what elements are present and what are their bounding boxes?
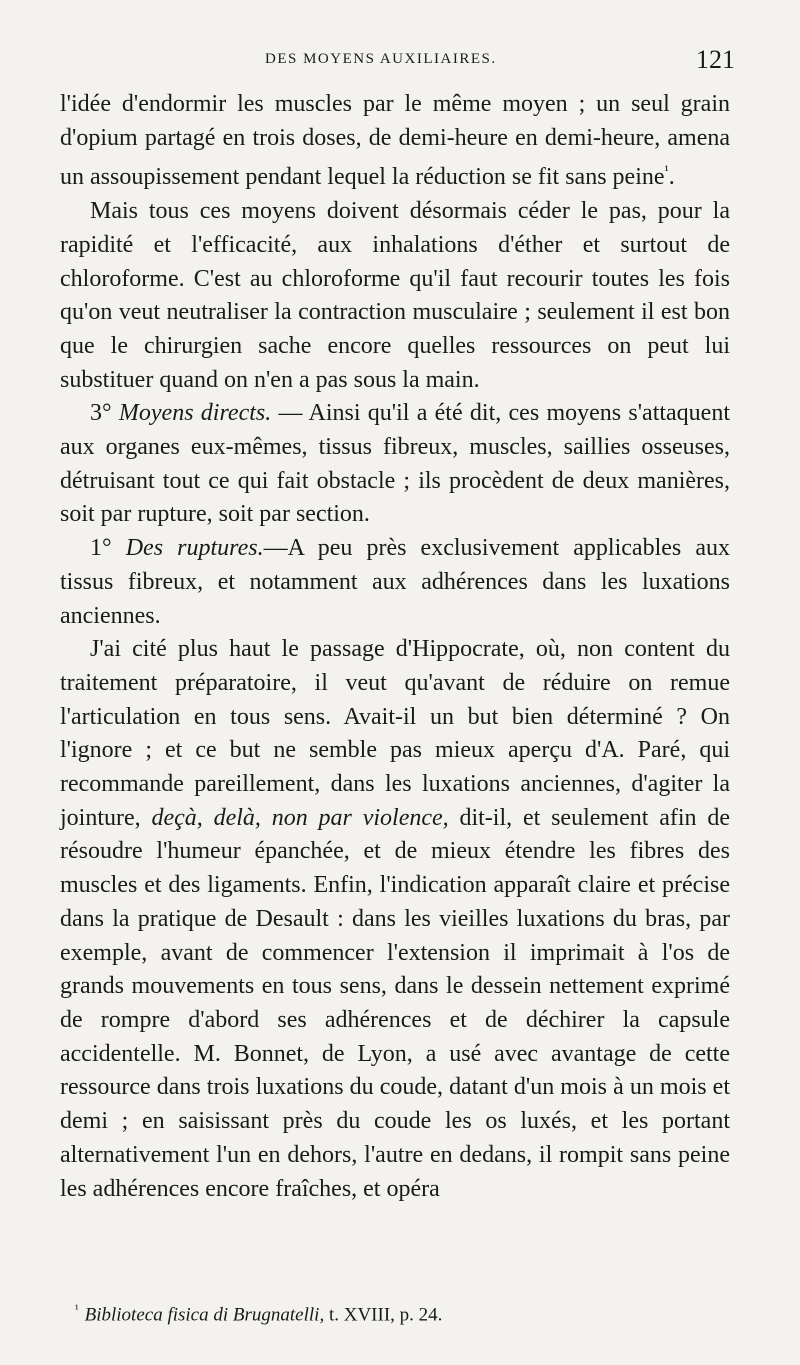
paragraph-4-text: —A peu près exclusivement applicables aux tissus fibreux, et notamment aux adhérences dans les luxations anciennes. xyxy=(60,535,730,629)
page-number: 121 xyxy=(696,45,735,74)
paragraph-3 xyxy=(60,397,730,532)
body-text xyxy=(60,88,730,1206)
section-title-des-ruptures: Des ruptures. xyxy=(125,535,264,562)
paragraph-5-text-a: J'ai cité plus haut le passage d'Hippocrate, où, non content du traitement préparatoire, il veut qu'avant de réduire on remue l'articulation en tous sens. Avait-il un but bien déterminé ? On l'ignore ; et ce but ne semble pas mieux aperçu d'A. Paré, qui recommande pareillement, dans les luxations anciennes, d'agiter la jointure, xyxy=(60,636,730,831)
paragraph-1-text: l'idée d'endormir les muscles par le même moyen ; un seul grain d'opium partagé en trois doses, de demi-heure en demi-heure, amena un assoupissement pendant lequel la réduction se fit sans peine xyxy=(60,91,730,191)
paragraph-1 xyxy=(60,88,730,195)
footnote-mark: ¹ xyxy=(75,1302,79,1316)
section-number-3: 3° xyxy=(90,400,119,427)
paragraph-2 xyxy=(60,195,730,397)
paragraph-4 xyxy=(60,532,730,633)
paragraph-2-text: Mais tous ces moyens doivent désormais céder le pas, pour la rapidité et l'efficacité, aux inhalations d'éther et surtout de chloroforme. C'est au chloroforme qu'il faut recourir toutes les fois qu'on veut neutraliser la contraction musculaire ; seulement il est bon que le chirurgien sache encore quelles ressources on peut lui substituer quand on n'en a pas sous la main. xyxy=(60,198,730,393)
footnote-source: Biblioteca fisica di Brugnatelli, xyxy=(84,1304,325,1326)
paragraph-5-quote: deçà, delà, non par violence, xyxy=(151,804,449,831)
page-header xyxy=(60,45,735,81)
footnote xyxy=(75,1302,442,1326)
section-title-moyens-directs: Moyens directs. xyxy=(118,400,272,427)
footnote-reference: ¹ xyxy=(664,164,669,180)
section-number-1: 1° xyxy=(90,535,126,562)
footnote-reference-text: t. XVIII, p. 24. xyxy=(324,1304,443,1326)
paragraph-5-text-b: dit-il, et seulement afin de résoudre l'humeur épanchée, et de mieux étendre les fibres des muscles et des ligaments. Enfin, l'indication apparaît claire et précise dans la pratique de Desault : dans les vieilles luxations du bras, par exemple, avant de commencer l'extension il imprimait à l'os de grands mouvements en tous sens, dans le dessein nettement exprimé de rompre d'abord ses adhérences et de déchirer la capsule accidentelle. M. Bonnet, de Lyon, a usé avec avantage de cette ressource dans trois luxations du coude, datant d'un mois à un mois et demi ; en saisissant près du coude les os luxés, et les portant alternativement l'un en dehors, l'autre en dedans, il rompit sans peine les adhérences encore fraîches, et opéra xyxy=(60,804,730,1202)
paragraph-3-text: — Ainsi qu'il a été dit, ces moyens s'attaquent aux organes eux-mêmes, tissus fibreux, muscles, saillies osseuses, détruisant tout ce qui fait obstacle ; ils procèdent de deux manières, soit par rupture, soit par section. xyxy=(60,400,731,528)
paragraph-1-end: . xyxy=(668,164,675,191)
running-title: DES MOYENS AUXILIAIRES. xyxy=(265,51,497,67)
paragraph-5 xyxy=(60,633,730,1206)
